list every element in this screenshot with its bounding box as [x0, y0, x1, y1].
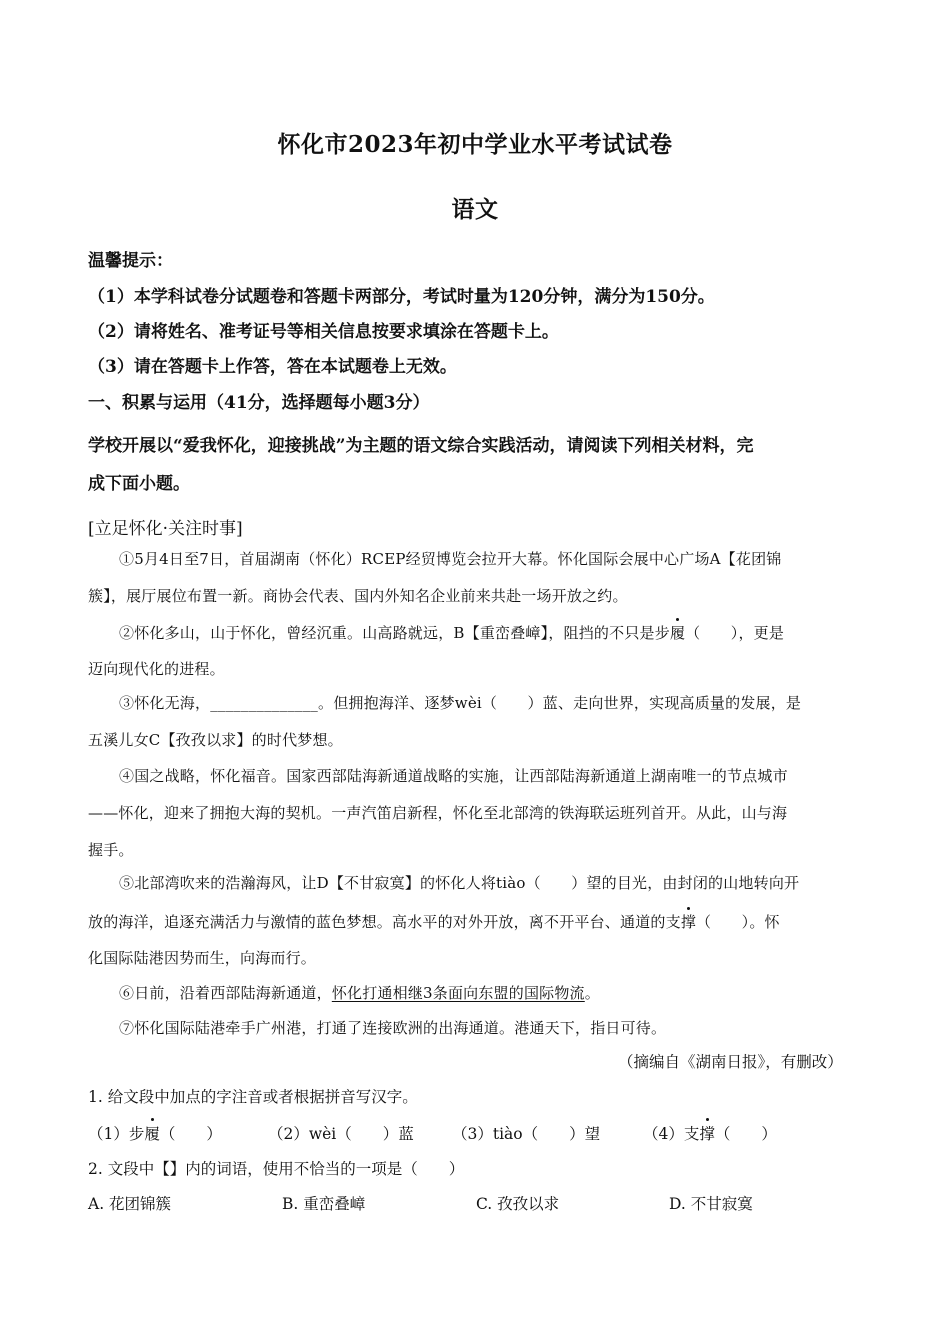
section-heading: 一、积累与运用（41分，选择题每小题3分）: [88, 393, 430, 413]
underlined-sentence: 怀化打通相继3条面向东盟的国际物流: [331, 984, 585, 1002]
question-1-item-1: [88, 1122, 222, 1144]
passage-p3-line2: 五溪儿女C【孜孜以求】的时代梦想。: [88, 731, 343, 749]
item-text: （4）支: [643, 1125, 700, 1143]
question-1-item-2: （2）wèi（ ）蓝: [268, 1125, 414, 1143]
passage-text: ⑥日前，沿着西部陆海新通道，: [119, 984, 332, 1002]
passage-p2-line1: [119, 622, 784, 643]
passage-p5-line2: [88, 911, 780, 932]
passage-p6: [119, 982, 600, 1003]
tips-heading: 温馨提示：: [88, 251, 173, 271]
question-2-option-b: B. 重峦叠嶂: [282, 1195, 366, 1213]
passage-p4-line2: ——怀化，迎来了拥抱大海的契机。一声汽笛启新程，怀化至北部湾的铁海联运班列首开。从此，山与海: [88, 804, 788, 822]
page-title: 怀化市2023年初中学业水平考试试卷: [277, 131, 673, 158]
passage-text: 放的海洋，追逐充满活力与激情的蓝色梦想。高水平的对外开放，离不开平台、通道的支: [88, 913, 681, 931]
section-intro-line2: 成下面小题。: [88, 474, 190, 494]
passage-p2-line2: 迈向现代化的进程。: [88, 660, 225, 678]
passage-text: ②怀化多山，山于怀化，曾经沉重。山高路就远，B【重峦叠嶂】，阻挡的不只是步: [119, 624, 670, 642]
answer-blank: （ ）: [159, 1125, 222, 1143]
passage-p3-line1: ③怀化无海，______________。但拥抱海洋、逐梦wèi（ ）蓝、走向世界，实现高质量的发展，是: [119, 694, 802, 712]
dotted-char: 撑: [680, 913, 697, 931]
item-text: （1）步: [88, 1125, 145, 1143]
dotted-char: 撑: [699, 1122, 715, 1144]
dotted-char: 履: [144, 1122, 160, 1144]
question-2-option-a: A. 花团锦簇: [88, 1195, 172, 1213]
passage-p4-line3: 握手。: [88, 841, 134, 859]
dotted-char: 履: [669, 624, 686, 642]
passage-p5-line3: 化国际陆港因势而生，向海而行。: [88, 949, 317, 967]
passage-p1-line2: 簇】，展厅展位布置一新。商协会代表、国内外知名企业前来共赴一场开放之约。: [88, 587, 628, 605]
question-1-item-3: （3）tiào（ ）望: [452, 1125, 601, 1143]
section-intro-line1: 学校开展以“爱我怀化，迎接挑战”为主题的语文综合实践活动，请阅读下列相关材料，完: [88, 436, 754, 456]
question-2-option-d: D. 不甘寂寞: [669, 1195, 753, 1213]
subject-title: 语文: [451, 196, 499, 223]
question-2-stem: 2. 文段中【】内的词语，使用不恰当的一项是（ ）: [88, 1160, 465, 1178]
passage-p5-line1: ⑤北部湾吹来的浩瀚海风，让D【不甘寂寞】的怀化人将tiào（ ）望的目光，由封闭的山地转向开: [119, 874, 800, 892]
passage-text: （ ）。怀: [696, 913, 780, 931]
passage-p1-line1: ①5月4日至7日，首届湖南（怀化）RCEP经贸博览会拉开大幕。怀化国际会展中心广场A【花团锦: [119, 550, 782, 568]
passage-text: 。: [584, 984, 600, 1002]
question-1-item-4: [643, 1122, 777, 1144]
passage-source: （摘编自《湖南日报》，有删改）: [618, 1053, 843, 1071]
passage-p4-line1: ④国之战略，怀化福音。国家西部陆海新通道战略的实施，让西部陆海新通道上湖南唯一的节点城市: [119, 767, 788, 785]
question-2-option-c: C. 孜孜以求: [476, 1195, 560, 1213]
tip-item-3: （3）请在答题卡上作答，答在本试题卷上无效。: [88, 357, 457, 377]
passage-p7: ⑦怀化国际陆港牵手广州港，打通了连接欧洲的出海通道。港通天下，指日可待。: [119, 1019, 667, 1037]
passage-text: （ ），更是: [685, 624, 785, 642]
tip-item-2: （2）请将姓名、准考证号等相关信息按要求填涂在答题卡上。: [88, 322, 559, 342]
material-heading: [立足怀化·关注时事]: [88, 519, 243, 539]
question-1-stem: 1. 给文段中加点的字注音或者根据拼音写汉字。: [88, 1088, 418, 1106]
tip-item-1: （1）本学科试卷分试题卷和答题卡两部分，考试时量为120分钟，满分为150分。: [88, 287, 715, 307]
answer-blank: （ ）: [714, 1125, 777, 1143]
